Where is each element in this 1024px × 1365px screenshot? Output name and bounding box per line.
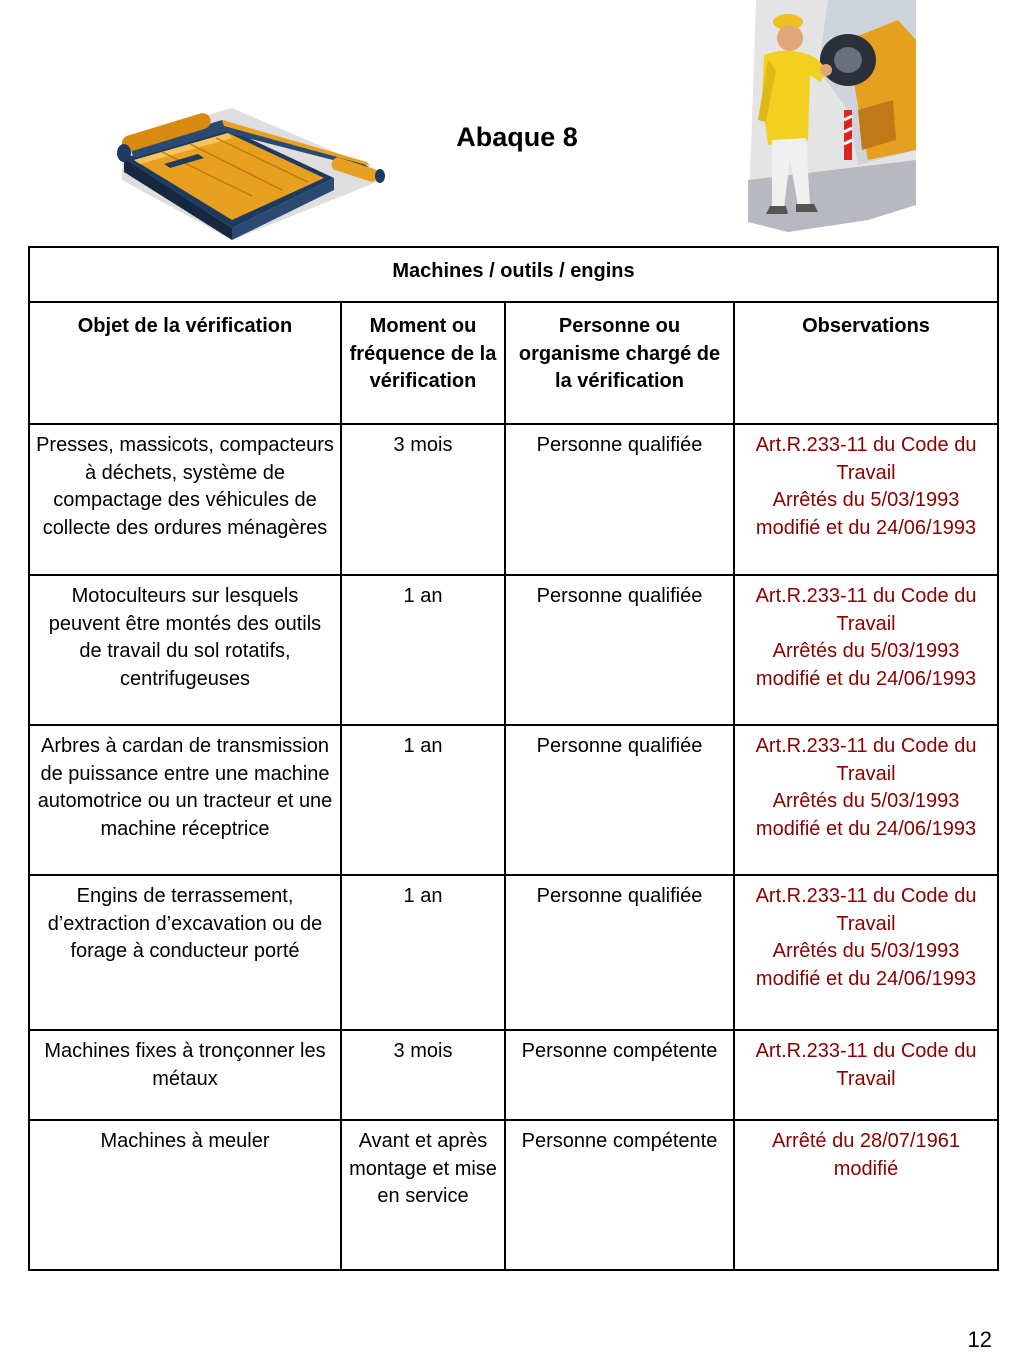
column-header-observations: Observations xyxy=(734,302,998,424)
cell-observations xyxy=(734,424,998,575)
cell-observations xyxy=(734,875,998,1030)
cell-moment: 1 an xyxy=(341,575,505,725)
cell-personne: Personne qualifiée xyxy=(505,424,734,575)
cell-personne: Personne compétente xyxy=(505,1120,734,1270)
observation-line: Arrêtés du 5/03/1993 modifié et du 24/06/1993 xyxy=(755,940,977,990)
table-row xyxy=(29,1030,998,1120)
cell-personne: Personne qualifiée xyxy=(505,575,734,725)
section-header-row xyxy=(29,247,998,302)
table-row xyxy=(29,575,998,725)
cell-moment: 3 mois xyxy=(341,424,505,575)
cell-objet: Machines à meuler xyxy=(29,1120,341,1270)
observation-line: Art.R.233-11 du Code du Travail xyxy=(755,885,977,935)
cell-personne: Personne compétente xyxy=(505,1030,734,1120)
cell-objet: Presses, massicots, compacteurs à déchets, système de compactage des véhicules de collecte des ordures ménagères xyxy=(29,424,341,575)
observation-line: Arrêtés du 5/03/1993 modifié et du 24/06/1993 xyxy=(755,790,977,840)
observation-line: Arrêtés du 5/03/1993 modifié et du 24/06/1993 xyxy=(755,640,977,690)
cell-personne: Personne qualifiée xyxy=(505,725,734,875)
section-header: Machines / outils / engins xyxy=(29,247,998,302)
observation-line: Art.R.233-11 du Code du Travail xyxy=(755,585,977,635)
cell-personne: Personne qualifiée xyxy=(505,875,734,1030)
table-row xyxy=(29,875,998,1030)
observation-line: Arrêté du 28/07/1961 modifié xyxy=(772,1130,960,1180)
cell-objet: Machines fixes à tronçonner les métaux xyxy=(29,1030,341,1120)
page-number: 12 xyxy=(967,1327,992,1352)
table-row xyxy=(29,424,998,575)
cell-objet: Motoculteurs sur lesquels peuvent être montés des outils de travail du sol rotatifs, centrifugeuses xyxy=(29,575,341,725)
observation-line: Arrêtés du 5/03/1993 modifié et du 24/06/1993 xyxy=(755,489,977,539)
cell-objet: Engins de terrassement, d’extraction d’excavation ou de forage à conducteur porté xyxy=(29,875,341,1030)
observation-line: Art.R.233-11 du Code du Travail xyxy=(755,735,977,785)
table-row xyxy=(29,1120,998,1270)
column-header-personne: Personne ou organisme chargé de la vérification xyxy=(505,302,734,424)
cell-moment: 1 an xyxy=(341,875,505,1030)
page-title: Abaque 8 xyxy=(456,122,578,152)
verification-table xyxy=(28,246,999,1271)
cell-observations xyxy=(734,725,998,875)
cell-observations xyxy=(734,1120,998,1270)
observation-line: Art.R.233-11 du Code du Travail xyxy=(755,1040,977,1090)
column-header-moment: Moment ou fréquence de la vérification xyxy=(341,302,505,424)
column-header-row xyxy=(29,302,998,424)
cell-observations xyxy=(734,575,998,725)
cell-moment: 3 mois xyxy=(341,1030,505,1120)
observation-line: Art.R.233-11 du Code du Travail xyxy=(755,434,977,484)
cell-observations xyxy=(734,1030,998,1120)
cell-objet: Arbres à cardan de transmission de puissance entre une machine automotrice ou un tracteur et une machine réceptrice xyxy=(29,725,341,875)
worker-illustration xyxy=(748,0,916,232)
table-row xyxy=(29,725,998,875)
cell-moment: 1 an xyxy=(341,725,505,875)
cell-moment: Avant et après montage et mise en service xyxy=(341,1120,505,1270)
column-header-objet: Objet de la vérification xyxy=(29,302,341,424)
